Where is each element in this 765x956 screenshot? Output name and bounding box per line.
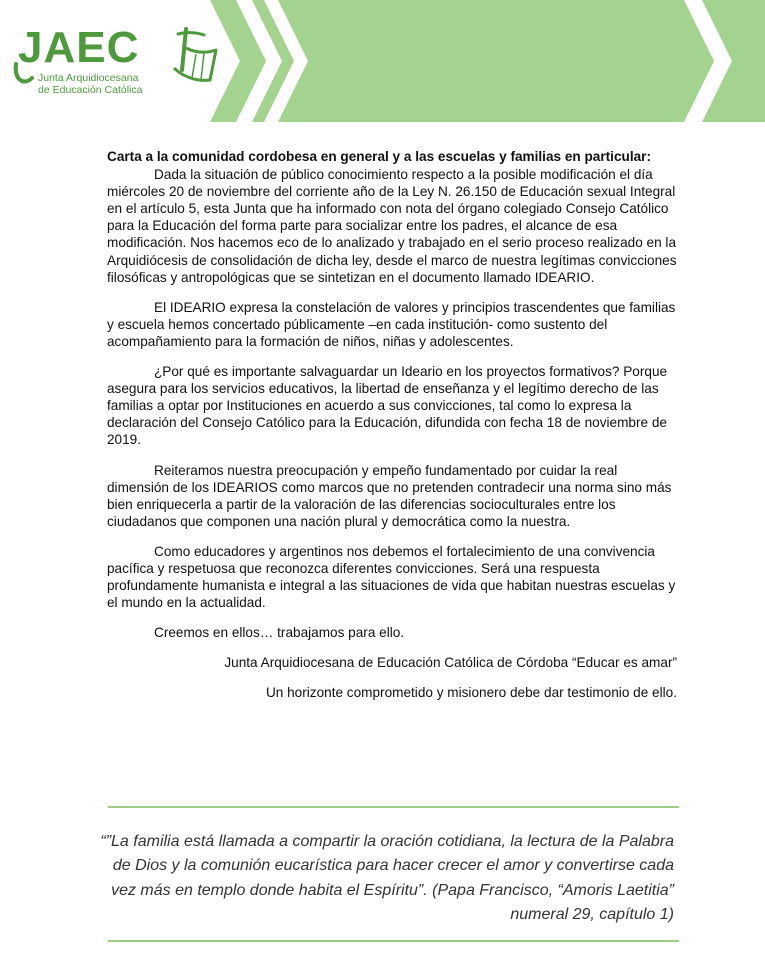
letter-title: Carta a la comunidad cordobesa en general y a las escuelas y familias en particular: [107,149,651,164]
letter-paragraph: Dada la situación de público conocimiento respecto a la posible modificación el día miércoles 20 de noviembre del corriente año de la Ley N. 26.150 de Educación sexual Integral en el artículo 5, esta Junta que ha informado con nota del órgano colegiado Consejo Católico para la Educación del forma parte para socializar entre los padres, el alcance de esa modificación. Nos hacemos eco de lo analizado y trabajado en el serio proceso realizado en la Arquidiócesis de consolidación de dicha ley, desde el marco de nuestra legítimas convicciones filosóficas y antropológicas que se sintetizan en el documento llamado IDEARIO. [107,167,677,285]
letter-paragraph: Como educadores y argentinos nos debemos el fortalecimiento de una convivencia pacífica y respetuosa que reconozca diferentes convicciones. Será una respuesta profundamente humanista e integral a las situaciones de vida que habitan nuestras escuelas y el mundo en la actualidad. [107,543,676,611]
pope-quote: “”La familia está llamada a compartir la oración cotidiana, la lectura de la Palabra de Dios y la comunión eucarística para hacer crecer el amor y convertirse cada vez más en templo donde habita el Espíritu”. (Papa Francisco, “Amoris Laetitia” numeral 29, capítulo 1) [100,833,674,923]
letter-closing: Creemos en ellos… trabajamos para ello. [154,625,405,641]
logo-wordmark: JAEC [18,23,140,72]
quote-bottom-rule [108,940,679,942]
letter-motto: Un horizonte comprometido y misionero debe dar testimonio de ello. [265,685,677,701]
letter-paragraph: Reiteramos nuestra preocupación y empeño fundamentado por cuidar la real dimensión de los IDEARIOS como marcos que no pretenden contradecir una norma sino más bien enriquecerla a partir de la valoración de las diferencias socioculturales entre los ciudadanos que componen una nación plural y democrática como la nuestra. [107,462,672,529]
logo-subtitle-line2: de Educación Católica [38,84,143,96]
jaec-logo [10,24,225,104]
letter-signature: Junta Arquidiocesana de Educación Católica de Córdoba “Educar es amar” [224,655,677,671]
letter-paragraph: ¿Por qué es importante salvaguardar un Ideario en los proyectos formativos? Porque asegura para los servicios educativos, la libertad de enseñanza y el legítimo derecho de las familias a optar por Instituciones en acuerdo a sus convicciones, tal como lo expresa la declaración del Consejo Católico para la Educación, difundida con fecha 18 de noviembre de 2019. [107,364,668,448]
letter-body [107,148,677,715]
letter-paragraph: El IDEARIO expresa la constelación de valores y principios trascendentes que familias y escuela hemos concertado públicamente –en cada institución- como sustento del acompañamiento para la formación de niños, niñas y adolescentes. [107,299,676,349]
header-banner [0,0,765,122]
quote-top-rule [108,806,679,808]
logo-subtitle-line1: Junta Arquidiocesana [38,72,139,84]
